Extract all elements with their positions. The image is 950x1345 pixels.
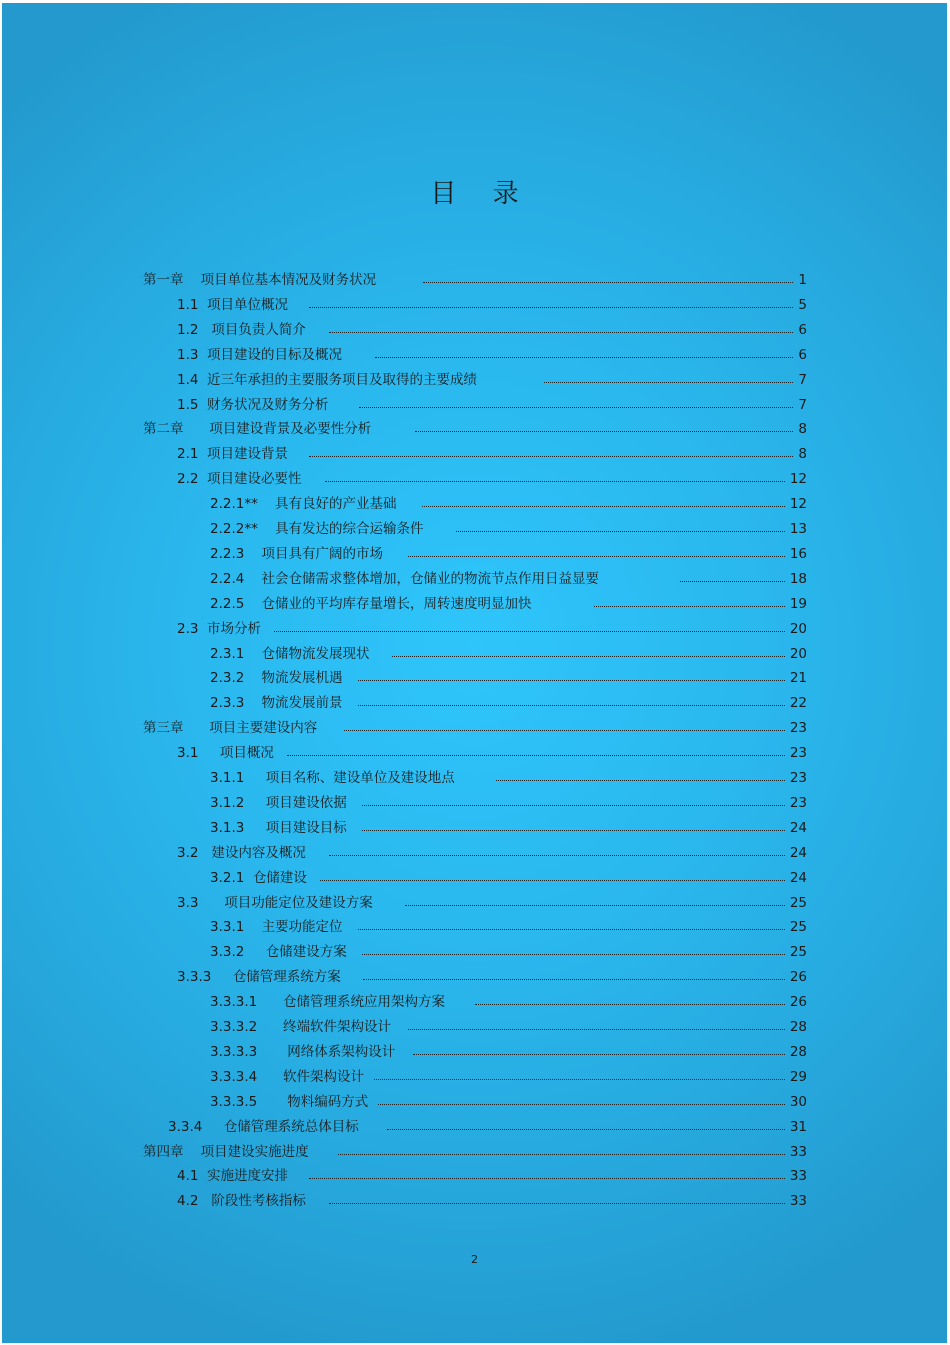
toc-entry[interactable] [177,393,807,418]
toc-entry-label: 3.3 项目功能定位及建设方案 [177,895,373,911]
toc-entry-page: 28 [789,1019,807,1035]
toc-entry[interactable] [177,368,807,393]
toc-entry-page: 6 [798,322,807,338]
toc-entry-label: 3.3.3.5 物料编码方式 [210,1094,369,1110]
toc-leader-dots [374,1069,785,1080]
toc-entry-label: 2.3.2 物流发展机遇 [210,670,343,686]
toc-entry-page: 26 [789,994,807,1010]
toc-entry-page: 1 [798,272,807,288]
toc-entry-page: 23 [789,770,807,786]
toc-leader-dots [413,1044,785,1055]
toc-entry-label: 3.1 项目概况 [177,745,274,761]
toc-entry-page: 13 [789,521,807,537]
toc-entry-label: 3.3.3 仓储管理系统方案 [177,969,341,985]
toc-entry[interactable] [210,542,807,567]
toc-entry-label: 3.1.1 项目名称、建设单位及建设地点 [210,770,455,786]
toc-entry[interactable] [210,567,807,592]
toc-entry[interactable] [177,467,807,492]
toc-entry[interactable] [210,1090,807,1115]
toc-leader-dots [378,1094,785,1105]
toc-entry-page: 33 [789,1168,807,1184]
toc-leader-dots [329,1193,785,1204]
toc-entry-page: 23 [789,745,807,761]
toc-leader-dots [362,820,785,831]
toc-entry-page: 25 [789,919,807,935]
toc-leader-dots [309,297,793,308]
toc-entry[interactable] [210,940,807,965]
toc-entry[interactable] [177,1189,807,1214]
toc-entry-page: 18 [789,571,807,587]
toc-entry[interactable] [210,517,807,542]
toc-leader-dots [415,421,793,432]
page-number: 2 [471,1253,478,1266]
toc-entry[interactable] [210,666,807,691]
toc-entry-label: 1.2 项目负责人简介 [177,322,306,338]
toc-entry-label: 3.3.1 主要功能定位 [210,919,343,935]
toc-entry-page: 24 [789,845,807,861]
toc-entry[interactable] [177,293,807,318]
toc-entry[interactable] [177,965,807,990]
toc-entry[interactable] [210,816,807,841]
toc-leader-dots [680,571,785,582]
toc-entry[interactable] [177,741,807,766]
toc-entry[interactable] [210,642,807,667]
toc-entry-page: 12 [789,471,807,487]
toc-entry[interactable] [177,1164,807,1189]
toc-entry-label: 2.2.3 项目具有广阔的市场 [210,546,384,562]
toc-entry-label: 3.3.3.4 软件架构设计 [210,1069,364,1085]
toc-entry-page: 7 [798,372,807,388]
toc-leader-dots [287,745,785,756]
toc-entry-page: 19 [789,596,807,612]
toc-leader-dots [359,397,793,408]
toc-leader-dots [320,870,785,881]
toc-entry-label: 第四章 项目建设实施进度 [143,1144,309,1160]
toc-entry[interactable] [143,1140,807,1165]
toc-leader-dots [392,646,785,657]
toc-leader-dots [375,347,793,358]
toc-leader-dots [408,1019,785,1030]
toc-entry-page: 7 [798,397,807,413]
toc-leader-dots [358,670,785,681]
toc-leader-dots [405,895,785,906]
toc-entry[interactable] [177,318,807,343]
toc-entry[interactable] [143,268,807,293]
toc-leader-dots [496,770,785,781]
toc-entry[interactable] [210,691,807,716]
toc-entry[interactable] [210,592,807,617]
toc-entry-label: 1.3 项目建设的目标及概况 [177,347,343,363]
toc-entry[interactable] [210,492,807,517]
toc-entry-page: 26 [789,969,807,985]
toc-entry[interactable] [177,841,807,866]
toc-entry-page: 12 [789,496,807,512]
toc-entry-page: 29 [789,1069,807,1085]
toc-entry-page: 8 [798,421,807,437]
toc-entry-label: 第三章 项目主要建设内容 [143,720,318,736]
toc-leader-dots [338,1144,785,1155]
toc-leader-dots [274,621,785,632]
toc-entry-label: 2.2.2** 具有发达的综合运输条件 [210,521,424,537]
toc-leader-dots [329,322,793,333]
toc-entry-page: 22 [789,695,807,711]
toc-entry-page: 33 [789,1144,807,1160]
toc-entry-label: 第二章 项目建设背景及必要性分析 [143,421,372,437]
toc-entry-label: 3.3.2 仓储建设方案 [210,944,347,960]
toc-leader-dots [544,372,793,383]
toc-leader-dots [423,272,793,283]
toc-title: 目 录 [430,179,533,209]
toc-entry-page: 23 [789,720,807,736]
toc-entry[interactable] [210,1015,807,1040]
toc-entry-label: 3.1.2 项目建设依据 [210,795,347,811]
toc-entry-label: 1.1 项目单位概况 [177,297,289,313]
toc-entry-page: 20 [789,646,807,662]
toc-entry-label: 第一章 项目单位基本情况及财务状况 [143,272,377,288]
toc-entry-page: 33 [789,1193,807,1209]
toc-leader-dots [475,994,785,1005]
toc-entry-label: 2.2.1** 具有良好的产业基础 [210,496,397,512]
toc-entry-label: 1.5 财务状况及财务分析 [177,397,329,413]
document-page [2,3,947,1343]
toc-entry[interactable] [168,1115,807,1140]
toc-entry-page: 16 [789,546,807,562]
toc-entry[interactable] [210,915,807,940]
toc-entry-page: 30 [789,1094,807,1110]
toc-entry-page: 25 [789,895,807,911]
toc-entry[interactable] [143,716,807,741]
toc-leader-dots [408,546,785,557]
toc-entry-page: 8 [798,446,807,462]
toc-leader-dots [329,845,785,856]
toc-leader-dots [422,496,785,507]
toc-entry[interactable] [210,1040,807,1065]
toc-entry[interactable] [210,791,807,816]
toc-leader-dots [594,596,785,607]
toc-leader-dots [362,795,785,806]
toc-entry-label: 3.3.3.3 网络体系架构设计 [210,1044,396,1060]
toc-entry-page: 25 [789,944,807,960]
toc-entry-label: 4.2 阶段性考核指标 [177,1193,306,1209]
toc-entry[interactable] [177,891,807,916]
toc-entry-page: 5 [798,297,807,313]
toc-leader-dots [344,720,785,731]
toc-entry-label: 3.2.1 仓储建设 [210,870,307,886]
toc-entry[interactable] [210,990,807,1015]
toc-entry-label: 4.1 实施进度安排 [177,1168,289,1184]
toc-entry[interactable] [143,417,807,442]
toc-entry-label: 2.2.5 仓储业的平均库存量增长，周转速度明显加快 [210,596,532,612]
toc-leader-dots [363,969,785,980]
toc-entry-label: 3.1.3 项目建设目标 [210,820,347,836]
toc-entry[interactable] [210,766,807,791]
toc-entry[interactable] [210,866,807,891]
toc-entry[interactable] [177,442,807,467]
toc-entry-page: 20 [789,621,807,637]
toc-entry-label: 2.3.1 仓储物流发展现状 [210,646,370,662]
toc-entry-page: 24 [789,870,807,886]
toc-entry[interactable] [210,1065,807,1090]
toc-entry-label: 3.3.3.2 终端软件架构设计 [210,1019,391,1035]
toc-leader-dots [456,521,785,532]
toc-entry-page: 21 [789,670,807,686]
toc-leader-dots [387,1119,785,1130]
toc-entry-page: 31 [789,1119,807,1135]
toc-entry-label: 2.1 项目建设背景 [177,446,289,462]
toc-entry-label: 3.3.4 仓储管理系统总体目标 [168,1119,359,1135]
toc-entry-label: 2.3.3 物流发展前景 [210,695,343,711]
toc-leader-dots [309,446,793,457]
toc-entry[interactable] [177,617,807,642]
toc-entry[interactable] [177,343,807,368]
toc-leader-dots [309,1168,785,1179]
toc-entry-page: 6 [798,347,807,363]
toc-leader-dots [325,471,785,482]
toc-entry-label: 1.4 近三年承担的主要服务项目及取得的主要成绩 [177,372,478,388]
toc-leader-dots [358,919,785,930]
toc-entry-page: 28 [789,1044,807,1060]
toc-entry-label: 2.3 市场分析 [177,621,262,637]
toc-entry-label: 3.2 建设内容及概况 [177,845,306,861]
toc-entry-label: 2.2 项目建设必要性 [177,471,302,487]
toc-leader-dots [358,695,785,706]
toc-entry-page: 23 [789,795,807,811]
toc-leader-dots [362,944,785,955]
toc-entry-label: 3.3.3.1 仓储管理系统应用架构方案 [210,994,445,1010]
toc-entry-label: 2.2.4 社会仓储需求整体增加，仓储业的物流节点作用日益显要 [210,571,600,587]
toc-entry-page: 24 [789,820,807,836]
